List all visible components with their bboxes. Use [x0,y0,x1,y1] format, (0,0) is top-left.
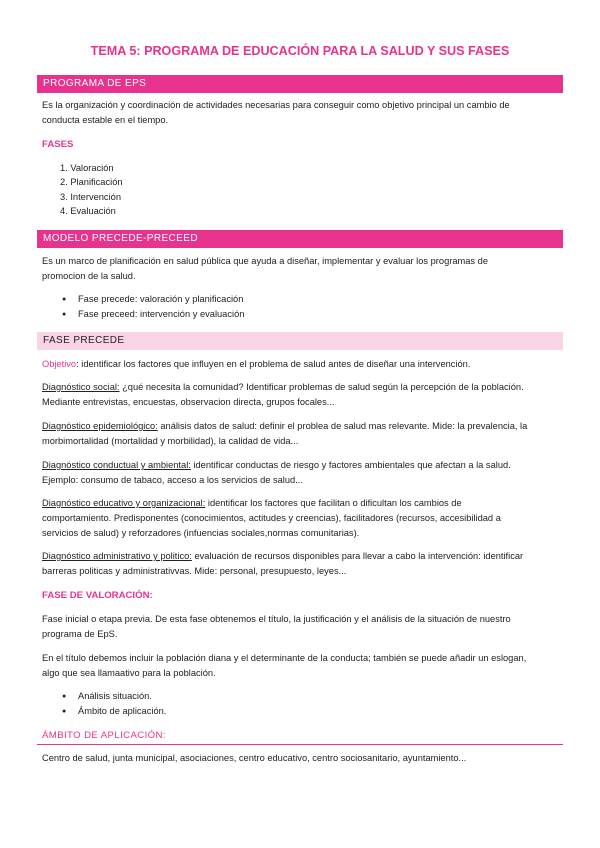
list-item: 4. Evaluación [60,205,116,216]
list-item: ● Ámbito de aplicación. [62,704,166,719]
paragraph-valoracion-titulo [42,651,552,681]
paragraph-diagnostico-educativo [42,496,552,541]
text-line: promocion de la salud. [42,271,136,281]
fases-label: FASES [42,139,74,150]
diagnostico-educativo-label: Diagnóstico educativo y organizacional: [42,498,206,508]
text-line: Fase inicial o etapa previa. De esta fase obtenemos el título, la justificación y el análisis de la situación de nuestro [42,614,511,624]
paragraph-eps-definition [42,98,552,128]
valoracion-bullets [62,689,166,719]
text-line: identificar los factores que facilitan o dificultan los cambios de [205,498,462,508]
paragraph-valoracion-intro [42,612,552,642]
text-line: algo que sea llamaativo para la población. [42,668,216,678]
diagnostico-conductual-label: Diagnóstico conductual y ambiental: [42,460,191,470]
text-line: Mediante entrevistas, encuestas, observacion directa, grupos focales... [42,397,335,407]
text-line: Es la organización y coordinación de actividades necesarias para conseguir como objetivo principal un cambio de [42,100,510,110]
diagnostico-social-label: Diagnóstico social: [42,382,120,392]
list-item: 2. Planificación [60,177,123,188]
diagnostico-epidemiologico-label: Diagnóstico epidemiológico: [42,421,158,431]
text-line: morbimortalidad (mortalidad y morbilidad), la calidad de vida... [42,436,299,446]
text-line: programa de EpS. [42,629,118,639]
diagnostico-administrativo-label: Diagnóstico administrativo y politico: [42,551,192,561]
text-line: barreras politicas y administrativvas. Mide: personal, presupuesto, leyes... [42,566,347,576]
text-line: ¿qué necesita la comunidad? Identificar problemas de salud según la percepción de la población. [119,382,524,392]
list-item: ● Fase preceed: intervención y evaluación [62,307,244,322]
text-line: Ejemplo: consumo de tabaco, acceso a los servicios de salud... [42,475,303,485]
paragraph-modelo-definition [42,254,552,284]
section-header-ambito-aplicacion: ÁMBITO DE APLICACIÓN: [42,730,166,741]
text-line: Es un marco de planificación en salud pública que ayuda a diseñar, implementar y evaluar los programas de [42,256,488,266]
text-line: análisis datos de salud: definir el problea de salud mas relevante. Mide: la prevalencia, la [157,421,528,431]
text-line: evaluación de recursos disponibles para llevar a cabo la intervención: identificar [191,551,524,561]
section-header-programa-eps: PROGRAMA DE EPS [37,75,563,93]
text-line: conducta estable en el tiempo. [42,115,169,125]
modelo-bullets [62,292,244,322]
paragraph-diagnostico-conductual [42,458,552,488]
paragraph-ambito: Centro de salud, junta municipal, asociaciones, centro educativo, centro sociosanitario, ayuntamiento... [42,753,467,763]
paragraph-diagnostico-administrativo [42,549,552,579]
text-line: servicios de salud) y reforzadores (infuencias sociales,normas comunitarias). [42,528,360,538]
list-item: 1. Valoración [60,163,114,173]
list-item: ● Fase precede: valoración y planificación [62,292,244,307]
objetivo-text: : identificar los factores que influyen en el problema de salud antes de diseñar una intervención. [76,359,471,369]
section-header-modelo-precede: MODELO PRECEDE-PRECEED [37,230,563,248]
list-item: 3. Intervención [60,191,121,202]
text-line: identificar conductas de riesgo y factores ambientales que afectan a la salud. [190,460,511,470]
section-header-fase-valoracion: FASE DE VALORACIÓN: [42,590,153,601]
text-line: comportamiento. Predisponentes (conocimientos, actitudes y creencias), facilitadores (recursos, accesibilidad a [42,513,501,523]
paragraph-diagnostico-epidemiologico [42,419,552,449]
section-divider [37,744,563,745]
section-header-fase-precede: FASE PRECEDE [37,332,563,350]
list-item: ● Análisis situación. [62,689,166,704]
paragraph-diagnostico-social [42,380,552,410]
document-title: TEMA 5: PROGRAMA DE EDUCACIÓN PARA LA SALUD Y SUS FASES [90,44,510,58]
objetivo-label: Objetivo [42,359,77,369]
fases-list [60,161,123,218]
text-line: En el título debemos incluir la población diana y el determinante de la conducta; también se puede añadir un eslogan, [42,653,527,663]
paragraph-objetivo [42,357,552,372]
